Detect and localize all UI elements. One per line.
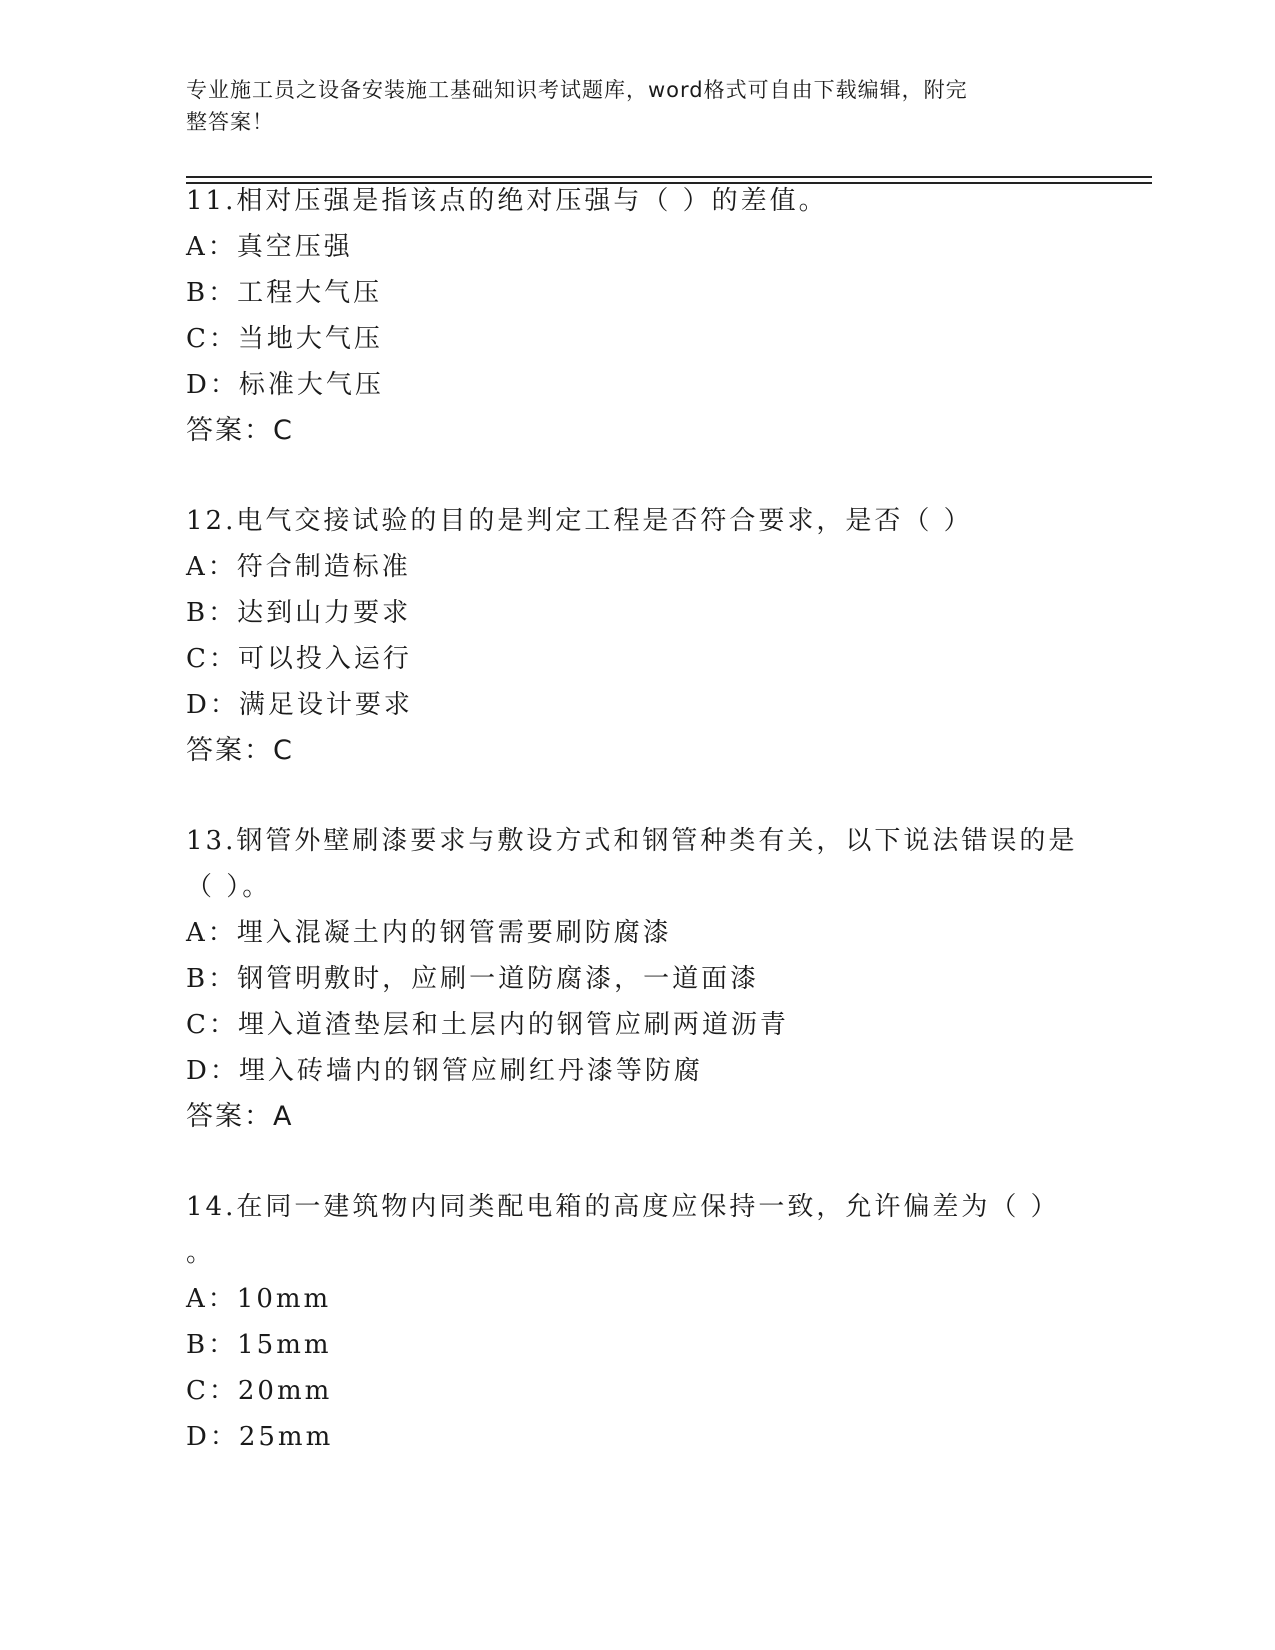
option-b: B：钢管明敷时，应刷一道防腐漆，一道面漆 [186, 964, 760, 994]
question-12 [186, 498, 1086, 774]
option-a: A：符合制造标准 [186, 552, 411, 582]
answer: 答案：C [186, 735, 294, 766]
answer: 答案：C [186, 415, 294, 446]
option-d: D：埋入砖墙内的钢管应刷红丹漆等防腐 [186, 1056, 703, 1086]
answer: 答案：A [186, 1101, 294, 1132]
option-d: D：标准大气压 [186, 370, 384, 400]
option-c: C：20mm [186, 1376, 333, 1406]
option-d: D：25mm [186, 1422, 334, 1452]
option-b: B：15mm [186, 1330, 332, 1360]
option-a: A：10mm [186, 1284, 332, 1314]
question-stem-line-1: 13.钢管外壁刷漆要求与敷设方式和钢管种类有关，以下说法错误的是 [186, 826, 1078, 856]
document-header [186, 74, 1066, 138]
question-stem: 12.电气交接试验的目的是判定工程是否符合要求，是否（ ） [186, 506, 973, 536]
header-line-1: 专业施工员之设备安装施工基础知识考试题库，word格式可自由下载编辑，附完 [186, 78, 968, 102]
question-14 [186, 1184, 1086, 1460]
option-b: B：工程大气压 [186, 278, 383, 308]
question-stem-line-1: 14.在同一建筑物内同类配电箱的高度应保持一致，允许偏差为（ ） [186, 1192, 1060, 1222]
option-a: A：埋入混凝土内的钢管需要刷防腐漆 [186, 918, 672, 948]
question-11 [186, 178, 1086, 454]
option-d: D：满足设计要求 [186, 690, 413, 720]
option-c: C：可以投入运行 [186, 644, 412, 674]
option-c: C：当地大气压 [186, 324, 383, 354]
option-a: A：真空压强 [186, 232, 353, 262]
question-stem-line-2: 。 [186, 1238, 216, 1268]
question-stem: 11.相对压强是指该点的绝对压强与（ ）的差值。 [186, 186, 828, 216]
option-c: C：埋入道渣垫层和土层内的钢管应刷两道沥青 [186, 1010, 789, 1040]
question-13 [186, 818, 1086, 1140]
option-b: B：达到山力要求 [186, 598, 412, 628]
header-line-2: 整答案！ [186, 110, 274, 134]
question-stem-line-2: （ ）。 [186, 872, 272, 902]
